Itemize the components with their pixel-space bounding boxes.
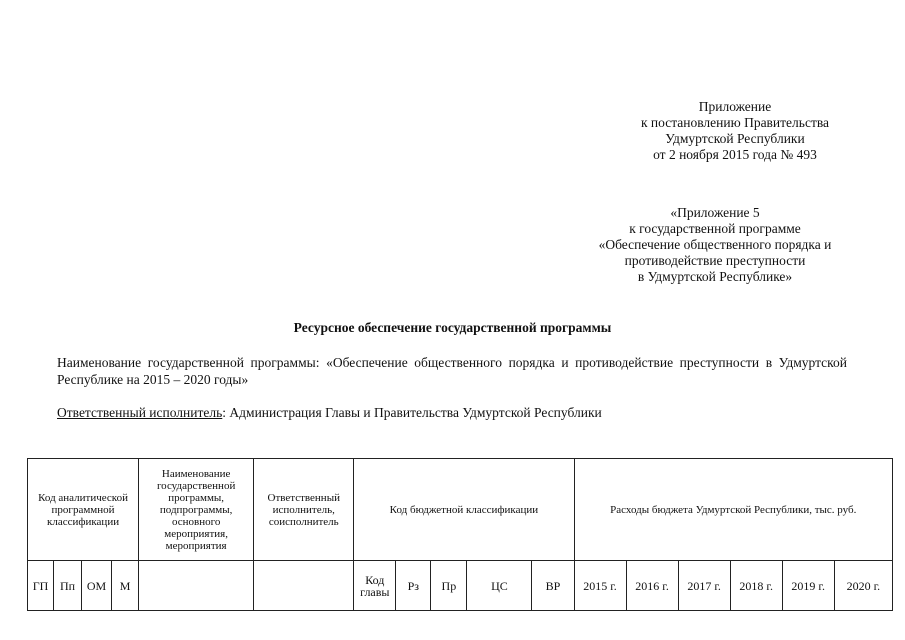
analytic-code-header: Код аналитической программной классификации (28, 459, 139, 561)
col-gp: ГП (28, 561, 54, 611)
col-executor-empty (254, 561, 354, 611)
col-vr: ВР (532, 561, 574, 611)
responsible-label: Ответственный исполнитель (57, 405, 223, 420)
col-year: 2015 г. (574, 561, 626, 611)
col-year: 2020 г. (834, 561, 892, 611)
col-year: 2017 г. (678, 561, 730, 611)
col-year: 2019 г. (782, 561, 834, 611)
responsible-value: : Администрация Главы и Правительства Удмуртской Республики (222, 405, 602, 420)
col-pp: Пп (54, 561, 82, 611)
responsible-executor (57, 405, 602, 421)
col-rz: Рз (396, 561, 431, 611)
name-header: Наименование государственной программы, подпрограммы, основного мероприятия, мероприятия (139, 459, 254, 561)
appendix-5-header (570, 205, 860, 285)
appendix-5-line: противодействие преступности (624, 253, 806, 268)
col-cs: ЦС (467, 561, 532, 611)
appendix-5-line: «Приложение 5 (670, 205, 760, 220)
budget-code-header: Код бюджетной классификации (354, 459, 574, 561)
col-name-empty (139, 561, 254, 611)
program-name: Наименование государственной программы: «Обеспечение общественного порядка и противодействие преступности в Удмуртской Республике на 2015 – 2020 годы» (57, 355, 847, 387)
col-year: 2018 г. (730, 561, 782, 611)
appendix-line: Приложение (698, 99, 772, 114)
document-title: Ресурсное обеспечение государственной программы (293, 320, 612, 335)
appendix-5-line: «Обеспечение общественного порядка и (598, 237, 832, 252)
appendix-5-line: к государственной программе (629, 221, 801, 236)
resource-table (27, 458, 893, 611)
appendix-header (620, 99, 850, 163)
expenses-header: Расходы бюджета Удмуртской Республики, тыс. руб. (574, 459, 893, 561)
col-om: ОМ (82, 561, 112, 611)
appendix-line: от 2 ноября 2015 года № 493 (653, 147, 817, 162)
executor-header: Ответственный исполнитель, соисполнитель (254, 459, 354, 561)
col-kod-glavy: Код главы (354, 561, 396, 611)
appendix-5-line: в Удмуртской Республике» (637, 269, 793, 284)
col-year: 2016 г. (626, 561, 678, 611)
col-m: М (112, 561, 139, 611)
appendix-line: к постановлению Правительства (640, 115, 830, 130)
col-pr: Пр (431, 561, 467, 611)
appendix-line: Удмуртской Республики (665, 131, 805, 146)
